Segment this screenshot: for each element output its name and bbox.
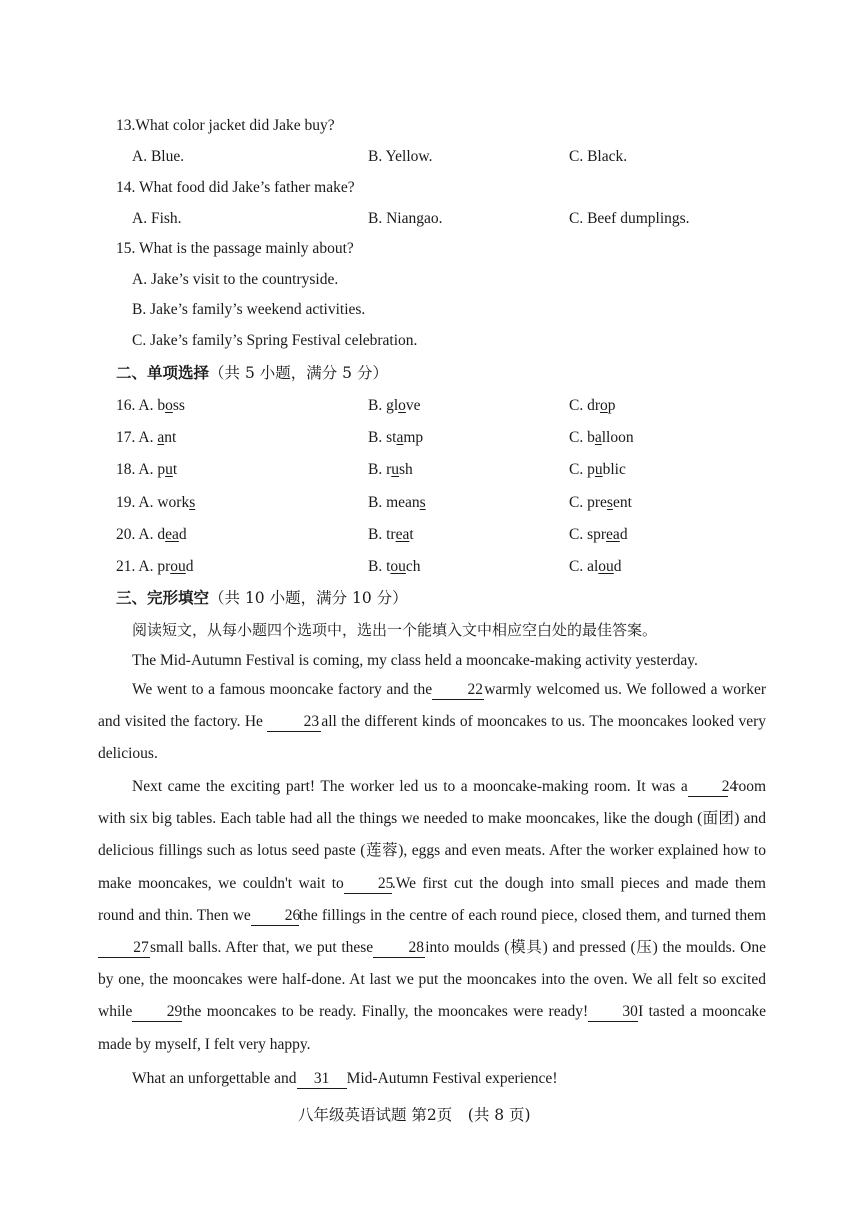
phonics-16-option-a <box>116 396 185 416</box>
question-14-stem: 14. What food did Jake’s father make? <box>116 179 355 196</box>
section-2-note: （共 5 小题，满分 5 分） <box>209 364 388 382</box>
blank-25[interactable]: 25 <box>344 875 392 894</box>
passage-text: Next came the exciting part! The worker led us to a mooncake-making room. It was a <box>132 778 688 795</box>
option-text: 18. A. p <box>116 461 166 479</box>
option-text: t <box>409 525 414 543</box>
section-2-heading <box>116 363 388 383</box>
passage-text: into moulds (模具) and pressed (压) the moulds. One by one, the mooncakes were half-done. At last we put the mooncakes into the oven. We all felt so excited while <box>98 939 766 1021</box>
blank-30[interactable]: 30 <box>588 1003 638 1022</box>
question-14-option-c: C. Beef dumplings. <box>569 210 690 227</box>
option-text: 20. A. d <box>116 525 166 543</box>
option-text: p <box>607 397 616 414</box>
blank-31[interactable]: 31 <box>297 1070 347 1089</box>
option-text: 21. A. pr <box>116 558 171 575</box>
section-3-heading <box>116 588 408 608</box>
option-text: d <box>619 525 628 543</box>
section-3-title: 三、完形填空 <box>116 589 210 607</box>
option-text: B. r <box>368 461 392 479</box>
option-text: nt <box>164 429 177 447</box>
option-text: C. b <box>569 429 595 447</box>
passage-paragraph-3 <box>98 771 766 1061</box>
underlined-letters: o <box>398 397 406 414</box>
passage-text: We went to a famous mooncake factory and the <box>132 681 433 698</box>
option-text: 16. A. b <box>116 397 166 414</box>
blank-27[interactable]: 27 <box>98 939 150 958</box>
phonics-20-option-b <box>368 525 414 545</box>
passage-text: Mid-Autumn Festival experience! <box>346 1070 558 1087</box>
phonics-21-option-c <box>569 557 622 577</box>
question-15-option-b: B. Jake’s family’s weekend activities. <box>132 301 366 318</box>
underlined-letters: ea <box>165 525 179 543</box>
option-text: ch <box>405 558 421 575</box>
question-14-option-a: A. Fish. <box>132 210 182 227</box>
passage-text: .We first cut the dough into small pieces and made them round and thin. Then we <box>98 874 766 924</box>
blank-26[interactable]: 26 <box>251 907 299 926</box>
option-text: lloon <box>601 429 634 447</box>
phonics-19-option-b <box>368 493 426 513</box>
question-13-option-b: B. Yellow. <box>368 148 433 165</box>
phonics-20-option-c <box>569 525 628 545</box>
underlined-letters: u <box>594 461 603 479</box>
passage-text: warmly welcomed us. We followed a worker and visited the factory. He <box>98 681 766 731</box>
option-text: 17. A. <box>116 429 158 447</box>
question-14-option-b: B. Niangao. <box>368 210 443 227</box>
question-13-option-a: A. Blue. <box>132 148 185 165</box>
passage-paragraph-2 <box>98 674 766 771</box>
phonics-18-option-c <box>569 460 626 480</box>
underlined-letters: u <box>391 461 399 479</box>
underlined-letters: o <box>165 397 173 414</box>
phonics-17-option-a <box>116 428 176 448</box>
blank-28[interactable]: 28 <box>373 939 425 958</box>
underlined-letters: a <box>396 429 404 447</box>
option-text: B. gl <box>368 397 399 414</box>
underlined-letters: s <box>419 493 426 511</box>
underlined-letters: ea <box>606 525 620 543</box>
phonics-18-option-a <box>116 460 177 480</box>
option-text: C. spr <box>569 525 607 543</box>
passage-text: the mooncakes to be ready. Finally, the mooncakes were ready! <box>182 1003 589 1021</box>
phonics-17-option-c <box>569 428 634 448</box>
underlined-letters: s <box>189 493 196 511</box>
underlined-letters: ea <box>395 525 410 543</box>
option-text: C. dr <box>569 397 600 414</box>
passage-text: What an unforgettable and <box>132 1070 297 1087</box>
option-text: ve <box>405 397 421 414</box>
option-text: d <box>613 558 622 575</box>
blank-22[interactable]: 22 <box>432 681 484 700</box>
underlined-letters: o <box>600 397 608 414</box>
phonics-21-option-a <box>116 557 194 577</box>
underlined-letters: s <box>606 493 613 511</box>
passage-paragraph-4 <box>132 1069 557 1089</box>
option-text: B. t <box>368 558 391 575</box>
option-text: ent <box>612 493 632 511</box>
blank-29[interactable]: 29 <box>132 1003 182 1022</box>
option-text: B. tr <box>368 525 396 543</box>
option-text: d <box>178 525 187 543</box>
option-text: d <box>185 558 194 575</box>
passage-text: small balls. After that, we put these <box>150 939 374 957</box>
blank-23[interactable]: 23 <box>267 713 321 732</box>
question-13-stem: 13.What color jacket did Jake buy? <box>116 117 335 134</box>
phonics-21-option-b <box>368 557 421 577</box>
option-text: C. p <box>569 461 595 479</box>
phonics-18-option-b <box>368 460 413 480</box>
underlined-letters: ou <box>390 558 406 575</box>
option-text: 19. A. work <box>116 493 190 511</box>
option-text: C. pre <box>569 493 607 511</box>
phonics-17-option-b <box>368 428 423 448</box>
option-text: sh <box>399 461 413 479</box>
section-2-title: 二、单项选择 <box>116 364 210 382</box>
passage-text: the fillings in the centre of each round piece, closed them, and turned them <box>298 906 766 924</box>
question-15-stem: 15. What is the passage mainly about? <box>116 240 354 257</box>
underlined-letters: a <box>594 429 602 447</box>
passage-text: I tasted a mooncake made by myself, I felt very happy. <box>98 1003 767 1053</box>
underlined-letters: ou <box>170 558 186 575</box>
question-13-option-c: C. Black. <box>569 148 628 165</box>
page-footer: 八年级英语试题 第2页 (共 8 页) <box>298 1106 531 1124</box>
phonics-16-option-b <box>368 396 421 416</box>
option-text: C. al <box>569 558 599 575</box>
passage-paragraph-1: The Mid-Autumn Festival is coming, my class held a mooncake-making activity yesterday. <box>132 652 698 669</box>
underlined-letters: a <box>157 429 165 447</box>
option-text: ss <box>172 397 185 414</box>
option-text: mp <box>403 429 424 447</box>
blank-24[interactable]: 24 <box>688 778 728 797</box>
passage-text: all the different kinds of mooncakes to us. The mooncakes looked very delicious. <box>98 713 767 763</box>
option-text: B. st <box>368 429 397 447</box>
section-3-instruction: 阅读短文，从每小题四个选项中，选出一个能填入文中相应空白处的最佳答案。 <box>132 621 658 639</box>
section-3-note: （共 10 小题，满分 10 分） <box>209 589 408 607</box>
phonics-19-option-c <box>569 493 632 513</box>
question-15-option-c: C. Jake’s family’s Spring Festival celebration. <box>132 332 418 349</box>
underlined-letters: u <box>165 461 173 479</box>
passage-text: room with six big tables. Each table had all the things we needed to make mooncakes, like the dough (面团) and delicious fillings such as lotus seed paste (莲蓉), eggs and even meats. After the worker explained how to make mooncakes, we couldn't wait to <box>98 778 767 892</box>
phonics-16-option-c <box>569 396 616 416</box>
phonics-19-option-a <box>116 493 195 513</box>
underlined-letters: ou <box>598 558 614 575</box>
option-text: t <box>172 461 178 479</box>
question-15-option-a: A. Jake’s visit to the countryside. <box>132 271 339 288</box>
phonics-20-option-a <box>116 525 187 545</box>
option-text: B. mean <box>368 493 420 511</box>
option-text: blic <box>602 461 626 479</box>
